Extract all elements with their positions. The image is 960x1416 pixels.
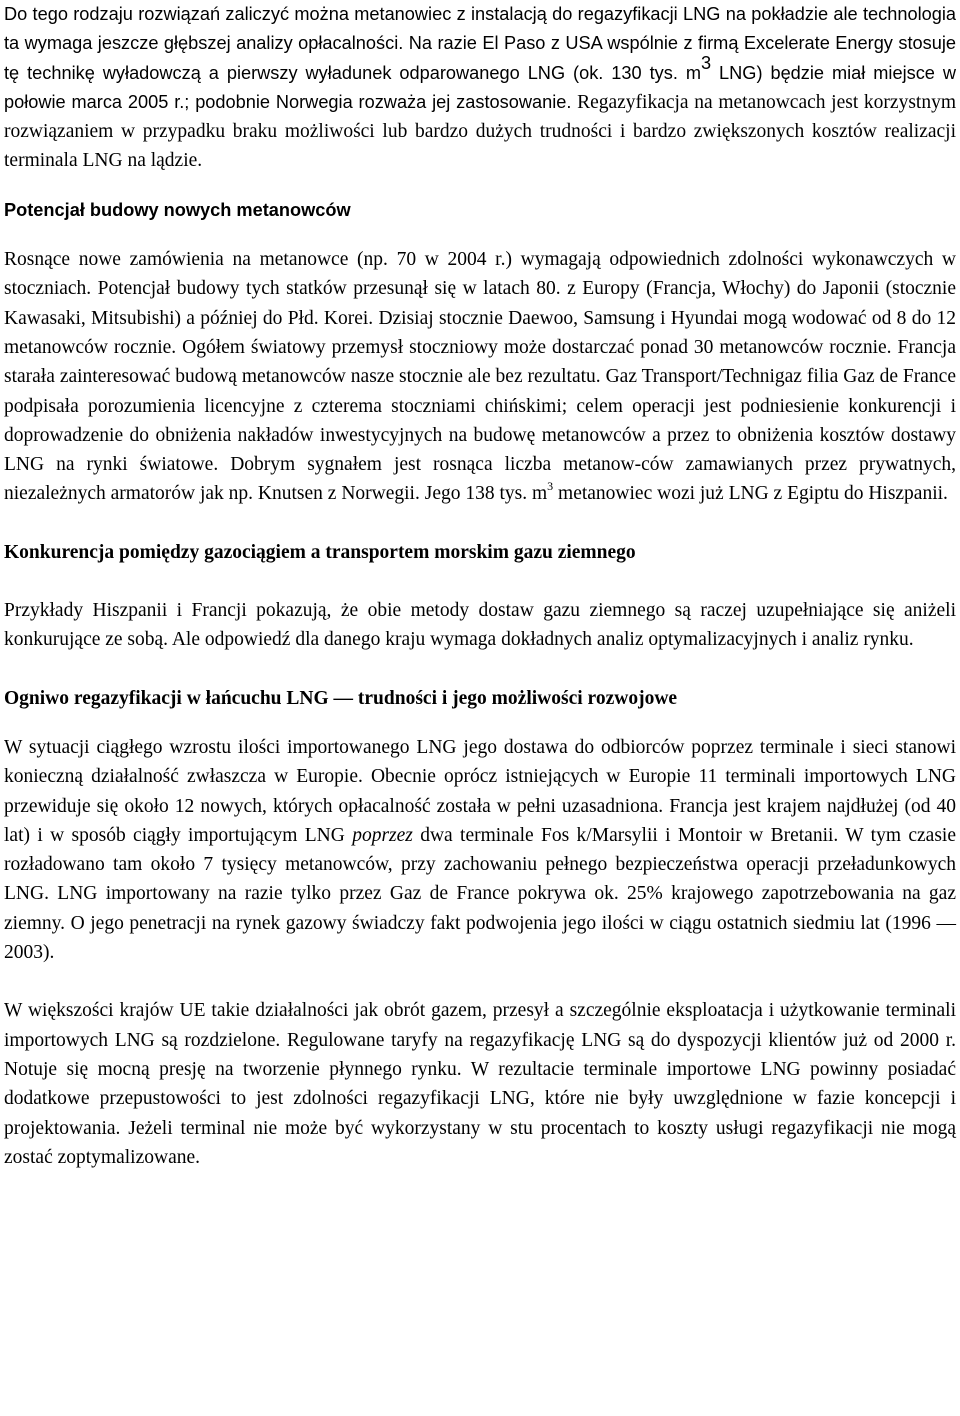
paragraph-lng-import-growth (4, 733, 956, 967)
section-heading-regasification-link: Ogniwo regazyfikacji w łańcuchu LNG — trudności i jego możliwości rozwojowe (4, 687, 678, 709)
paragraph-serif-part: Regazyfikacja na metanowcach jest korzystnym rozwiązaniem w przypadku braku możliwości lub bardzo dużych trudności i bardzo zwiększonych kosztów realizacji terminala LNG na lądzie. (4, 91, 956, 172)
document-page (4, 0, 956, 1172)
paragraph-lng-regasification-ships (4, 0, 956, 176)
superscript-3: 3 (700, 53, 712, 74)
paragraph-text: dwa terminale Fos k/Marsylii i Montoir w Bretanii. W tym czasie rozładowano tam około 7 tysięcy metanowców, przy zachowaniu pełnego bezpieczeństwa operacji przeładunkowych LNG. LNG importowany na razie tylko przez Gaz de France pokrywa ok. 25% krajowego zapotrzebowania na gaz ziemny. O jego penetracji na rynek gazowy świadczy fakt podwojenia jego ilości w ciągu ostatnich siedmiu lat (1996 — 2003). (4, 824, 956, 964)
paragraph-sans-part: Na razie El Paso z USA wspólnie z firmą Excelerate Energy stosuje tę technikę wyładowczą a pierwszy wyładunek odparowanego LNG (ok. 130 tys. m (4, 33, 956, 83)
paragraph-text: Rosnące nowe zamówienia na metanowce (np. 70 w 2004 r.) wymagają odpowiednich zdolności wykonawczych w stoczniach. Potencjał budowy tych statków przesunął się w latach 80. z Europy (Francja, Włochy) do Japonii (stocznie Kawasaki, Mitsubishi) a później do Płd. Korei. Dzisiaj stocznie Daewoo, Samsung i Hyundai mogą wodować od 8 do 12 metanowców rocznie. Ogółem światowy przemysł stoczniowy może dostarczać ponad 30 metanowców rocznie. Francja starała zainteresować budową metanowców nasze stocznie ale bez rezultatu. Gaz Transport/Technigaz filia Gaz de France podpisała porozumienia licencyjne z czterema stoczniami chińskimi; celem operacji jest podniesienie konkurencji i doprowadzenie do obniżenia nakładów inwestycyjnych na budowę metanowców a przez to obniżenia kosztów dostawy LNG na rynki światowe. Dobrym sygnałem jest rosnąca liczba metanow-ców zamawianych przez prywatnych, niezależnych armatorów jak np. Knutsen z Norwegii. Jego 138 tys. m (4, 249, 956, 505)
section-heading-pipeline-vs-shipping: Konkurencja pomiędzy gazociągiem a transportem morskim gazu ziemnego (4, 541, 636, 563)
paragraph-sans-part: LNG) będzie miał miejsce w połowie marca 2005 r.; podobnie Norwegia rozważa jej zastosowanie. (4, 62, 957, 112)
section-heading-shipbuilding-potential: Potencjał budowy nowych metanowców (4, 199, 351, 220)
paragraph-emphasis: poprzez (352, 824, 413, 846)
paragraph-sans-part: Do tego rodzaju rozwiązań zaliczyć można metanowiec z instalacją do regazyfikacji LNG na pokładzie ale technologia ta wymaga jeszcze głębszej analizy opłacalności. (4, 4, 956, 54)
paragraph-spain-france-examples: Przykłady Hiszpanii i Francji pokazują, że obie metody dostaw gazu ziemnego są raczej uzupełniające się aniżeli konkurujące ze sobą. Ale odpowiedź dla danego kraju wymaga dokładnych analiz optymalizacyjnych i analiz rynku. (4, 600, 956, 651)
paragraph-text: W sytuacji ciągłego wzrostu ilości importowanego LNG jego dostawa do odbiorców poprzez terminale i sieci stanowi konieczną działalność zwłaszcza w Europie. Obecnie oprócz istniejących w Europie 11 terminali importowych LNG przewiduje się około 12 nowych, których opłacalność została w pełni uzasadniona. Francja jest krajem najdłużej (od 40 lat) i w sposób ciągły importującym LNG (4, 736, 956, 846)
paragraph-text: metanowiec wozi już LNG z Egiptu do Hiszpanii. (553, 483, 948, 505)
superscript-3: 3 (547, 478, 554, 493)
paragraph-eu-unbundling: W większości krajów UE takie działalności jak obrót gazem, przesył a szczególnie eksploatacja i użytkowanie terminali importowych LNG są rozdzielone. Regulowane taryfy na regazyfikację LNG są do dyspozycji klientów już od 2000 r. Notuje się mocną presję na tworzenie płynnego rynku. W rezultacie terminale importowe LNG powinny posiadać dodatkowe przepustowości to jest zdolności regazyfikacji LNG, które nie były uwzględnione w fazie koncepcji i projektowania. Jeżeli terminal nie może być wykorzystany w stu procentach to koszty usługi regazyfikacji nie mogą zostać zoptymalizowane. (4, 1000, 956, 1168)
paragraph-shipbuilding (4, 245, 956, 509)
